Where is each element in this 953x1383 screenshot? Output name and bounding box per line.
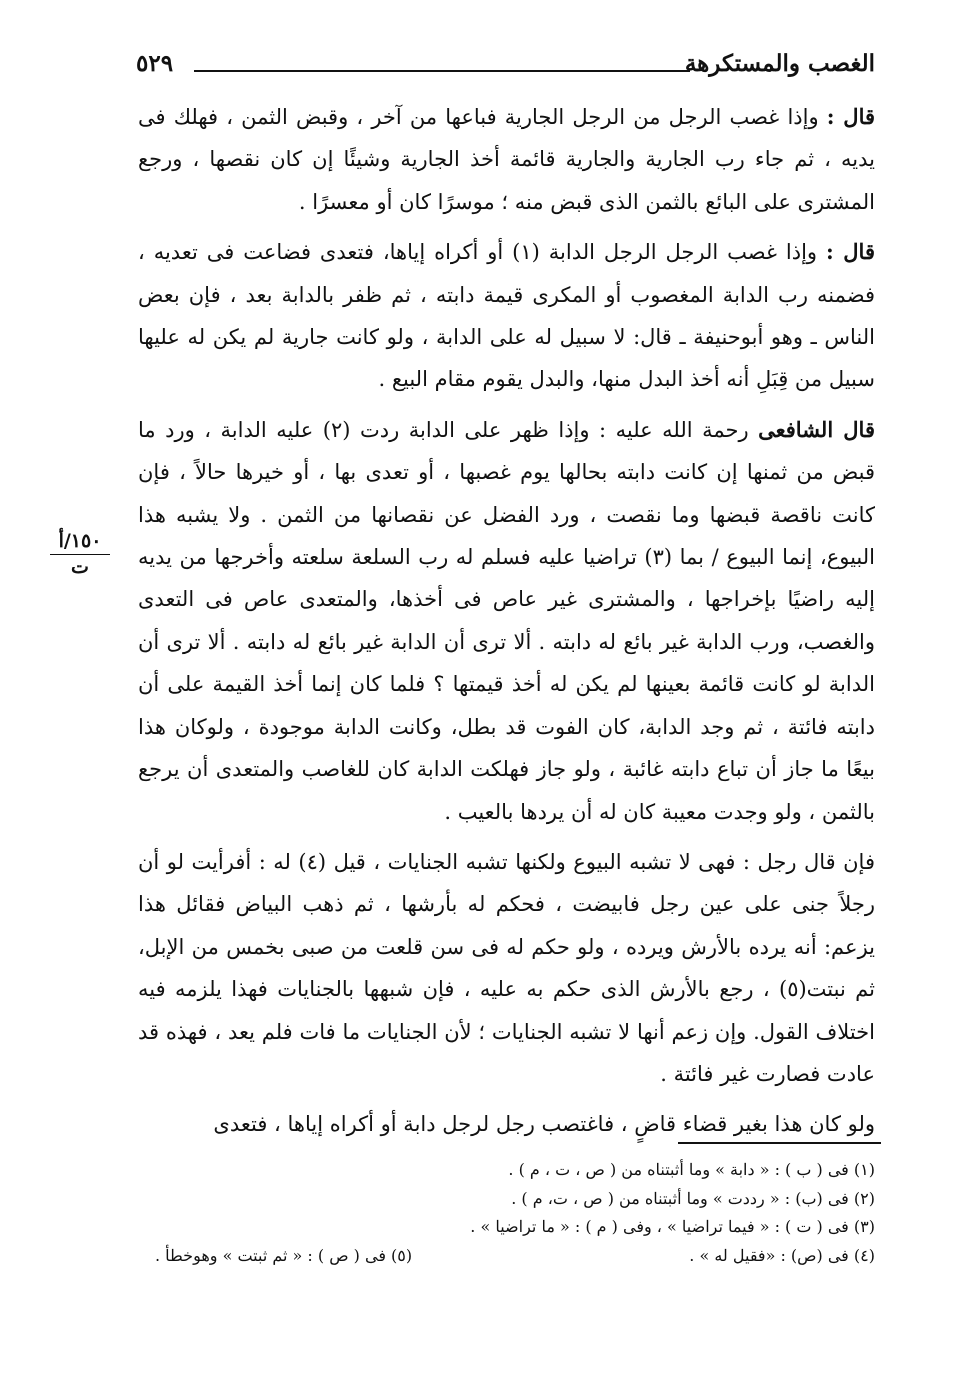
paragraph-text: فإن قال رجل : فهى لا تشبه البيوع ولكنها تشبه الجنايات ، قيل (٤) له : أفرأيت لو أن رجلاً جنى على عين رجل فابيضت ، فحكم له بأرشها ، ثم ذهب البياض فقائل هذا يزعم: أنه يرده بالأرش ويرده ، ولو حكم له فى سن قلعت من صبى بخمس من الإبل، ثم نبتت(٥) ، رجع بالأرش الذى حكم به عليه ، فإن شبهها بالجنايات فهذا يلزمه فيه اختلاف القول. وإن زعم أنها لا تشبه الجنايات ؛ لأن الجنايات ما فات فلم يعد ، فهذه قد عادت فصارت غير فائتة . xyxy=(138,849,876,1086)
paragraph xyxy=(138,1103,875,1145)
footnote: (٣) فى ( ت ) : « فيما تراضيا » ، وفى ( م ) : « ما تراضيا » . xyxy=(470,1217,875,1236)
paragraph-text: وإذا غصب الرجل من الرجل الجارية فباعها من آخر ، وقبض الثمن ، فهلك فى يديه ، ثم جاء رب الجارية والجارية قائمة أخذ الجارية وشيئًا إن كان نقصها ، ورجع المشترى على البائع بالثمن الذى قبض منه ؛ موسرًا كان أو معسرًا . xyxy=(138,105,875,214)
paragraph-text: وإذا غصب الرجل الرجل الدابة (١) أو أكراه إياها، فتعدى فضاعت فى تعديه ، فضمنه رب الدابة المغصوب أو المكرى قيمة دابته ، ثم ظفر بالدابة بعد ، فإن بعض الناس ـ وهو أبوحنيفة ـ قال: لا سبيل له على الدابة ، ولو كانت جارية لم يكن له عليها سبيل من قِبَلِ أنه أخذ البدل منها، والبدل يقوم مقام البيع . xyxy=(138,240,875,392)
main-text xyxy=(138,96,875,1154)
footnote: (١) فى ( ب ) : « دابة » وما أثبتناه من ( ص ، ت ، م ) . xyxy=(508,1160,875,1179)
header-rule xyxy=(194,70,690,72)
paragraph xyxy=(138,841,875,1095)
page-header xyxy=(136,50,875,90)
paragraph-lead: قال الشافعى xyxy=(758,416,875,442)
paragraph-text: رحمة الله عليه : وإذا ظهر على الدابة ردت (٢) عليه الدابة ، ورد ما قبض من ثمنها إن كانت دابته بحالها يوم غصبها ، أو تعدى بها ، أو خيرها حالاً ، فإن كانت ناقصة قبضها وما نقصت ، ورد الفضل عن نقصانها من الثمن . ولا يشبه هذا البيوع، إنما البيوع / بما (٣) تراضيا عليه فسلم له رب السلعة سلعته وأخرجها من يديه إليه راضيًا بإخراجها ، والمشترى غير عاص فى أخذها، والمتعدى عاص فى التعدى والغصب، ورب الدابة غير بائع له دابته . ألا ترى أن الدابة غير بائع له دابته . ألا ترى أن الدابة لو كانت قائمة بعينها لم يكن له أخذ قيمتها ؟ فلما كان إنما أخذ القيمة على أن دابته فائتة ، ثم وجد الدابة، كان الفوت قد بطل، وكانت الدابة موجودة ، ولوكان هذا بيعًا ما جاز أن تباع دابته غائبة ، ولو جاز فهلكت الدابة كان للغاصب والمتعدى أن يرجع بالثمن ، ولو وجدت معيبة كان له أن يردها بالعيب . xyxy=(138,417,875,824)
footnote: (٥) فى ( ص ) : « ثم ثبتت » وهوخطأ . xyxy=(155,1245,413,1265)
paragraph-lead: قال : xyxy=(825,239,875,265)
footnote-rule xyxy=(678,1142,881,1144)
footnote: (٢) فى (ب) : « رددت » وما أثبتناه من ( ص ، ت، م ) . xyxy=(511,1188,875,1208)
margin-manuscript-note xyxy=(50,530,110,578)
running-title: الغصب والمستكرهة xyxy=(684,50,875,77)
page-number: ٥٢٩ xyxy=(136,50,174,77)
footnote-row xyxy=(155,1242,875,1271)
paragraph-text: ولو كان هذا بغير قضاء قاضٍ ، فاغتصب رجل لرجل دابة أو أكراه إياها ، فتعدى xyxy=(213,1112,875,1137)
footnotes xyxy=(155,1156,875,1270)
margin-manuscript-letter: ت xyxy=(71,556,89,578)
paragraph xyxy=(138,231,875,401)
paragraph-lead: قال : xyxy=(826,104,875,129)
paragraph xyxy=(138,409,875,833)
footnote: (٤) فى (ص) : «فقيل له » . xyxy=(689,1245,875,1265)
paragraph xyxy=(138,96,875,223)
margin-folio-number: ١٥٠/أ xyxy=(50,530,110,555)
